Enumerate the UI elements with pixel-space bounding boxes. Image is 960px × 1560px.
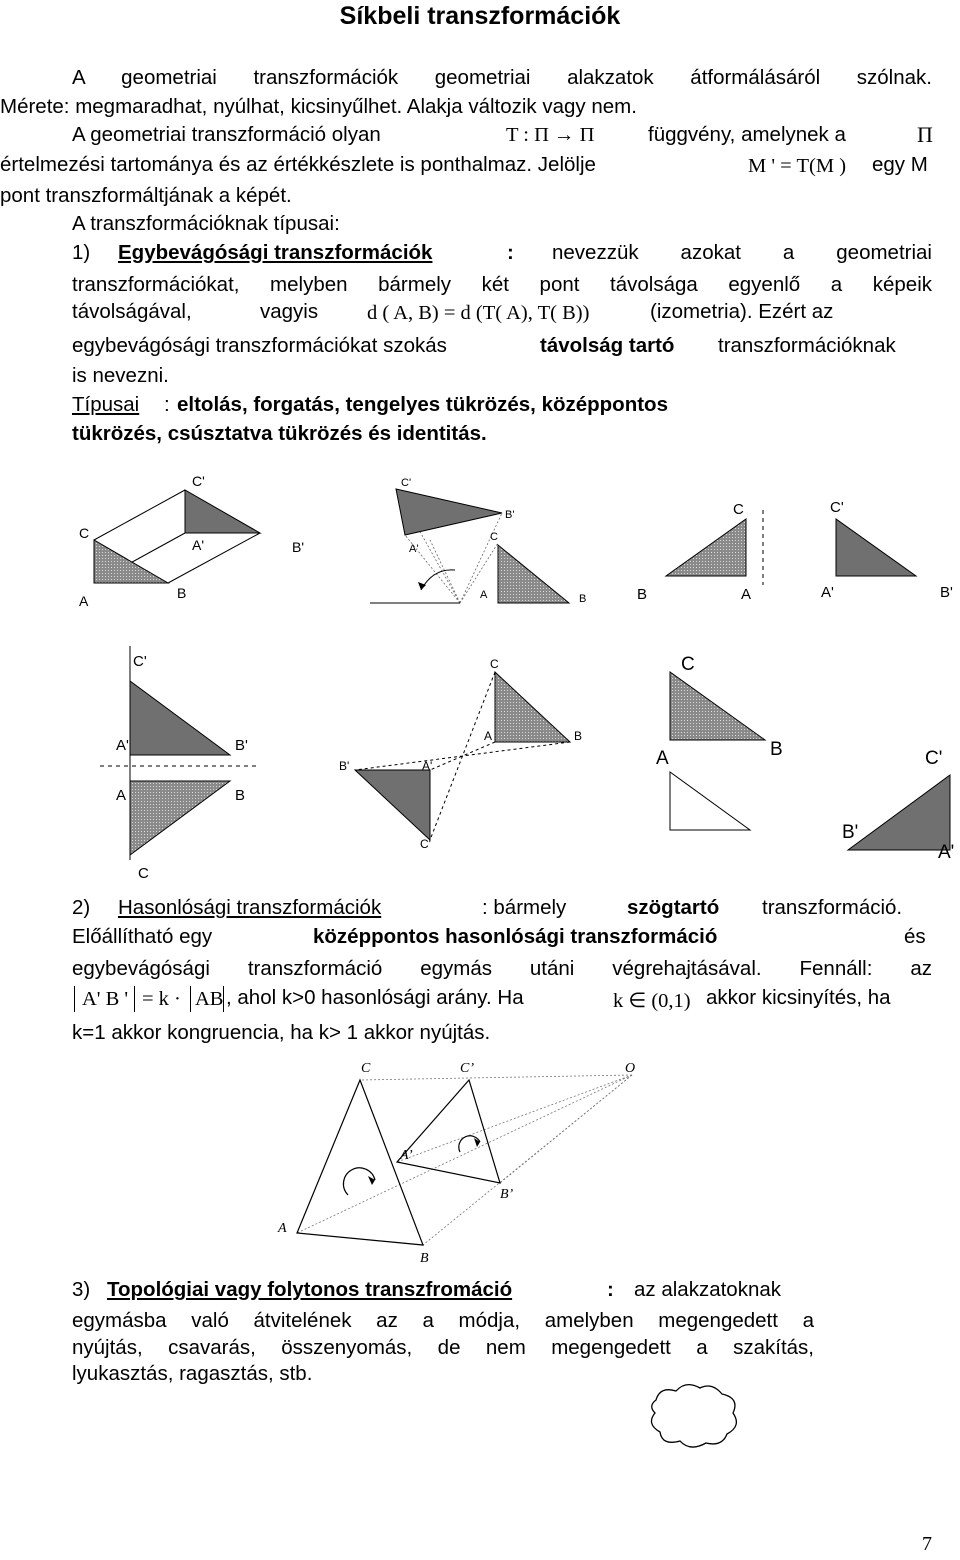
similarity-ratio-formula [72, 985, 232, 1015]
label-b-prime: B' [505, 509, 515, 521]
label-a: A [656, 748, 669, 769]
section3-line-2: egymásba való átvitelének az a módja, amelyben megengedett a [72, 1309, 814, 1332]
section1-heading-colon: : [507, 241, 514, 264]
label-c: C [79, 525, 90, 541]
section2-heading: Hasonlósági transzformációk [118, 896, 382, 919]
triangle-original [94, 540, 168, 583]
label-c: C [361, 1061, 371, 1076]
label-c-prime: C' [420, 837, 431, 851]
label-c-prime: C' [925, 748, 943, 769]
label-b-prime: B' [339, 759, 350, 773]
label-b: B [177, 585, 187, 601]
label-b-prime: B' [235, 737, 248, 754]
intro-line-5: pont transzformáltjának a képét. [0, 184, 292, 207]
section2-line-2-a: Előállítható egy [72, 925, 213, 948]
section1-line-4-b: transzformációknak [718, 334, 896, 357]
label-b: B [579, 593, 587, 605]
intro-line-3-b: függvény, amelynek a [648, 123, 846, 146]
label-a: A [741, 586, 752, 603]
section2-line-5: k=1 akkor kongruencia, ha k> 1 akkor nyújtás. [72, 1021, 491, 1044]
label-b: B [637, 586, 648, 603]
similarity-figure [270, 1055, 650, 1270]
section2-line-3: egybevágósági transzformáció egymás utáni végrehajtásával. Fennáll: az [72, 957, 932, 980]
topological-blob-figure [640, 1375, 750, 1455]
label-o: O [625, 1061, 636, 1076]
label-b-prime: B' [940, 584, 953, 601]
label-b-prime: B’ [500, 1187, 514, 1202]
central-reflection-figure [320, 650, 600, 850]
label-a: A [278, 1221, 287, 1236]
page-title: Síkbeli transzformációk [339, 2, 621, 30]
intro-line-4-b: egy M [872, 153, 928, 176]
intro-line-3-a: A geometriai transzformáció olyan [72, 123, 381, 146]
section1-types-list-2: tükrözés, csúsztatva tükrözés és identitás. [72, 422, 487, 445]
section1-heading: Egybevágósági transzformációk [118, 241, 433, 264]
label-a-prime: A' [192, 537, 205, 553]
section1-line-2: transzformációkat, melyben bármely két pont távolsága egyenlő a képeik [72, 273, 932, 296]
intro-line-4-formula: M ' = T(M ) [748, 155, 847, 177]
formula-left: A' B ' [82, 988, 129, 1010]
section1-number: 1) [72, 241, 91, 264]
label-b: B [770, 739, 783, 760]
label-b-prime: B' [292, 539, 305, 555]
label-c-prime: C' [133, 653, 147, 670]
label-c-prime: C' [401, 477, 412, 489]
label-a: A [116, 787, 127, 804]
label-b: B [420, 1251, 429, 1266]
page-number: 7 [922, 1533, 932, 1555]
label-b: B [235, 787, 246, 804]
label-a: A [480, 589, 488, 601]
label-a-prime: A' [409, 543, 419, 555]
label-a: A [79, 593, 89, 609]
section2-number: 2) [72, 896, 91, 919]
section3-number: 3) [72, 1278, 91, 1301]
section1-line-4-a: egybevágósági transzformációkat szokás [72, 334, 447, 357]
section1-line-5: is nevezni. [72, 364, 169, 387]
rotation-figure [370, 470, 600, 610]
section2-line-4-b: akkor kicsinyítés, ha [706, 986, 891, 1009]
section1-line-3-b: vagyis [260, 300, 319, 323]
section3-heading: Topológiai vagy folytonos transzfromáció [107, 1278, 513, 1301]
intro-line-1: A geometriai transzformációk geometriai alakzatok átformálásáról szólnak. [72, 66, 932, 89]
label-a-prime: A' [116, 737, 129, 754]
label-b-prime: B' [842, 822, 859, 843]
types-intro: A transzformációknak típusai: [72, 212, 340, 235]
section2-line-2-bold: középpontos hasonlósági transzformáció [313, 925, 718, 948]
section2-line-1-rest: : bármely [482, 896, 567, 919]
glide-reflection-figure [630, 490, 960, 610]
label-a-prime: A' [422, 759, 433, 773]
label-a-prime: A' [821, 584, 834, 601]
formula-right: AB [195, 988, 224, 1010]
label-a-prime: A' [938, 842, 955, 863]
label-c: C [681, 654, 695, 675]
section2-line-1-bold: szögtartó [627, 896, 720, 919]
intro-line-3-pi: Π [917, 122, 933, 147]
section1-types-label: Típusai [72, 393, 140, 416]
axial-reflection-figure [100, 646, 270, 886]
section2-line-4-a: , ahol k>0 hasonlósági arány. Ha [226, 986, 524, 1009]
section2-line-2-b: és [904, 925, 926, 948]
label-a: A [484, 729, 493, 743]
label-a-prime: A’ [400, 1148, 413, 1163]
section1-types-list-1: eltolás, forgatás, tengelyes tükrözés, középpontos [177, 393, 668, 416]
section1-line-3-c: (izometria). Ezért az [650, 300, 834, 323]
label-c-prime: C' [830, 499, 844, 516]
triangle-image [185, 490, 260, 533]
identity-figure [650, 650, 960, 870]
label-c: C [138, 865, 149, 882]
section1-line-4-bold: távolság tartó [540, 334, 675, 357]
section1-line-3-formula: d ( A, B) = d (T( A), T( B)) [367, 302, 590, 324]
intro-line-4-a: értelmezési tartománya és az értékkészlete is ponthalmaz. Jelölje [0, 153, 596, 176]
section2-line-4-formula: k ∈ (0,1) [613, 990, 691, 1012]
label-c: C [490, 657, 499, 671]
section1-line-3-a: távolságával, [72, 300, 192, 323]
section2-line-1-end: transzformáció. [762, 896, 903, 919]
section1-types-colon: : [164, 393, 170, 416]
intro-line-2: Mérete: megmaradhat, nyúlhat, kicsinyűlhet. Alakja változik vagy nem. [0, 95, 637, 118]
label-c: C [490, 531, 498, 543]
section3-line-3: nyújtás, csavarás, összenyomás, de nem megengedett a szakítás, [72, 1336, 814, 1359]
section3-line-1-rest: az alakzatoknak [634, 1278, 782, 1301]
translation-figure [60, 468, 330, 618]
section3-line-4: lyukasztás, ragasztás, stb. [72, 1362, 313, 1385]
formula-mid: = k · [142, 988, 181, 1010]
section1-line-1-rest: nevezzük azokat a geometriai [552, 241, 932, 264]
label-c: C [733, 501, 744, 518]
label-c-prime: C’ [460, 1061, 474, 1076]
intro-line-3-formula: T : Π → Π [506, 124, 595, 146]
section3-heading-colon: : [607, 1278, 614, 1301]
label-b: B [574, 729, 583, 743]
label-c-prime: C' [192, 473, 205, 489]
